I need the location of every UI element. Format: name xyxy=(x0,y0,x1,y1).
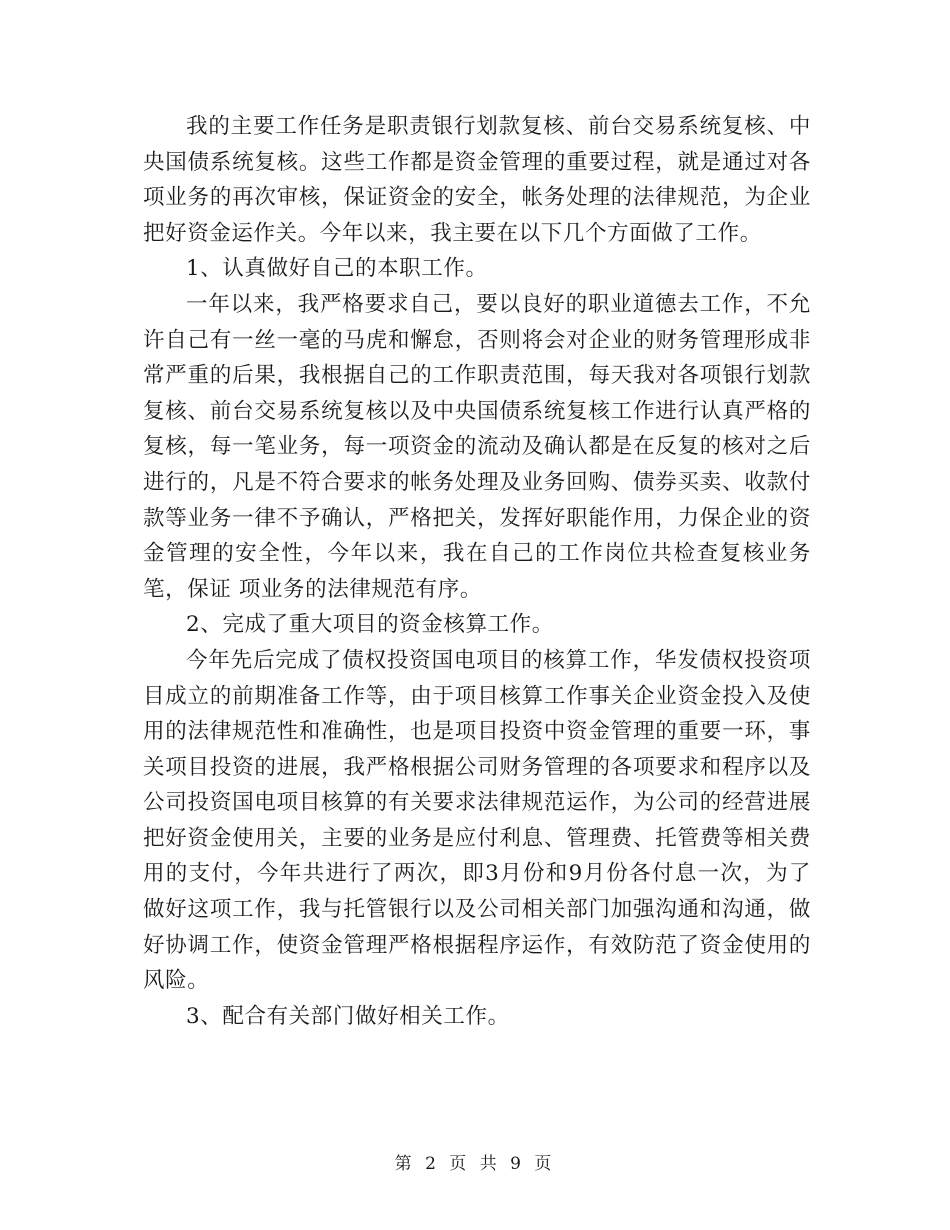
paragraph-section-2: 今年先后完成了债权投资国电项目的核算工作，华发债权投资项目成立的前期准备工作等，由于项目核算工作事关企业资金投入及使用的法律规范性和准确性，也是项目投资中资金管理的重要一环，事关项目投资的进展，我严格根据公司财务管理的各项要求和程序以及公司投资国电项目核算的有关要求法律规范运作，为公司的经营进展把好资金使用关，主要的业务是应付利息、管理费、托管费等相关费用的支付，今年共进行了两次，即3月份和9月份各付息一次，为了做好这项工作，我与托管银行以及公司相关部门加强沟通和沟通，做好协调工作，使资金管理严格根据程序运作，有效防范了资金使用的风险。 xyxy=(143,647,811,994)
page-footer: 第 2 页 共 9 页 xyxy=(394,1154,556,1174)
paragraph-intro: 我的主要工作任务是职责银行划款复核、前台交易系统复核、中央国债系统复核。这些工作都是资金管理的重要过程，就是通过对各项业务的再次审核，保证资金的安全，帐务处理的法律规范，为企业把好资金运作关。今年以来，我主要在以下几个方面做了工作。 xyxy=(143,114,811,246)
section-heading-1: 1、认真做好自己的本职工作。 xyxy=(186,256,488,282)
paragraph-section-1: 一年以来，我严格要求自己，要以良好的职业道德去工作，不允许自己有一丝一毫的马虎和懈怠，否则将会对企业的财务管理形成非常严重的后果，我根据自己的工作职责范围，每天我对各项银行划款复核、前台交易系统复核以及中央国债系统复核工作进行认真严格的复核，每一笔业务，每一项资金的流动及确认都是在反复的核对之后进行的，凡是不符合要求的帐务处理及业务回购、债券买卖、收款付款等业务一律不予确认，严格把关，发挥好职能作用，力保企业的资金管理的安全性，今年以来，我在自己的工作岗位共检查复核业务笔，保证 项业务的法律规范有序。 xyxy=(143,291,811,602)
section-heading-3: 3、配合有关部门做好相关工作。 xyxy=(186,1003,510,1029)
document-body xyxy=(143,109,811,1034)
section-heading-2: 2、完成了重大项目的资金核算工作。 xyxy=(186,612,554,638)
